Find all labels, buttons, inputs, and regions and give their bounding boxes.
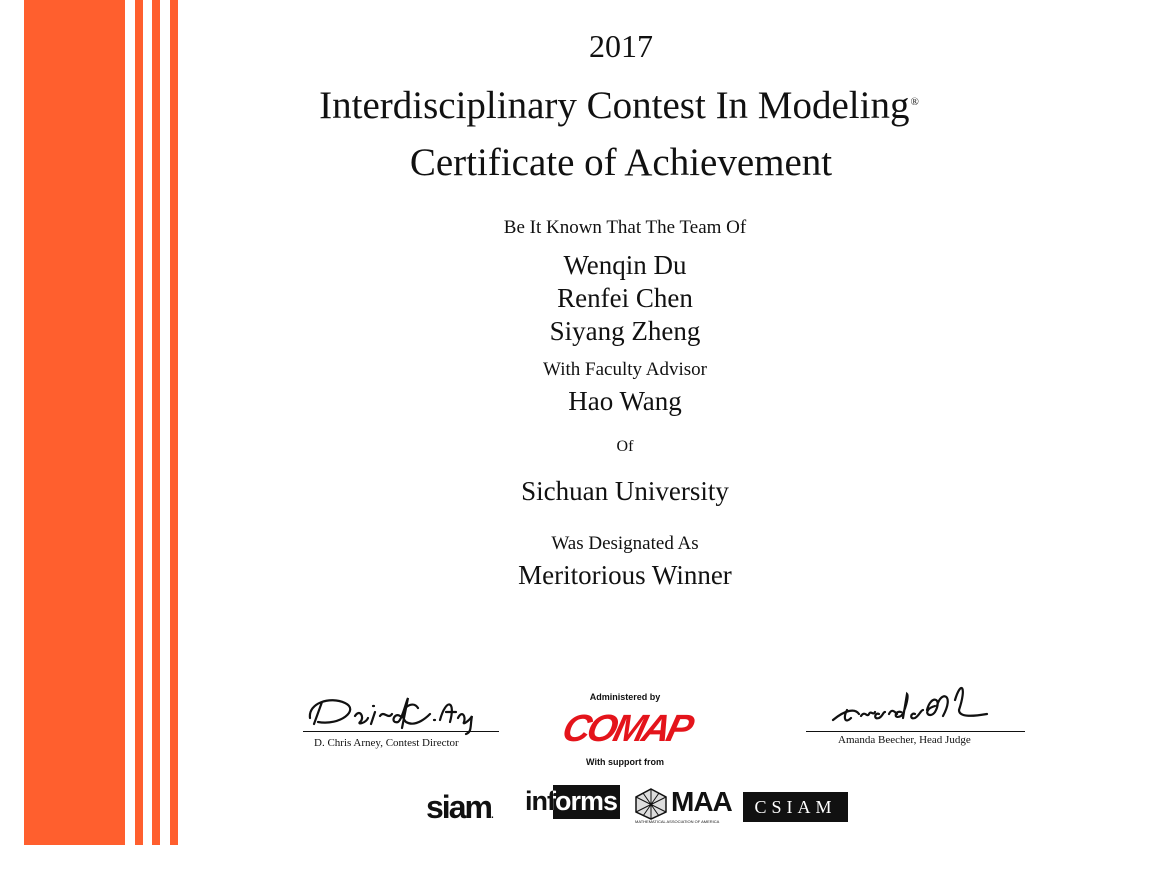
registered-mark: ® bbox=[910, 96, 919, 108]
decorative-stripe bbox=[170, 0, 178, 845]
maa-logo bbox=[633, 787, 733, 827]
team-intro: Be It Known That The Team Of bbox=[503, 217, 747, 238]
maa-polyhedron-icon bbox=[633, 787, 669, 821]
siam-logo: siam. bbox=[426, 789, 494, 825]
comap-logo bbox=[558, 703, 696, 753]
decorative-stripe bbox=[152, 0, 160, 845]
director-signature bbox=[300, 688, 500, 733]
team-member: Wenqin Du bbox=[563, 250, 687, 280]
administered-by-label: Administered by bbox=[589, 692, 661, 702]
team-member: Siyang Zheng bbox=[549, 316, 701, 346]
certificate-year: 2017 bbox=[589, 28, 653, 64]
faculty-advisor: Hao Wang bbox=[568, 386, 682, 416]
support-from-label: With support from bbox=[586, 757, 664, 767]
csiam-logo: CSIAM bbox=[743, 792, 848, 822]
director-caption: D. Chris Arney, Contest Director bbox=[314, 737, 459, 749]
svg-text:COMAP: COMAP bbox=[558, 707, 696, 750]
informs-logo: informs bbox=[525, 785, 620, 819]
advisor-intro: With Faculty Advisor bbox=[543, 359, 707, 380]
institution-name: Sichuan University bbox=[521, 476, 729, 506]
certificate-title: Certificate of Achievement bbox=[409, 141, 833, 184]
decorative-stripe-wide bbox=[24, 0, 125, 845]
decorative-stripe bbox=[135, 0, 143, 845]
team-member: Renfei Chen bbox=[557, 283, 693, 313]
contest-name: Interdisciplinary Contest In Modeling® bbox=[319, 84, 919, 127]
designation: Meritorious Winner bbox=[518, 560, 732, 590]
maa-logo-text: MAA bbox=[671, 786, 732, 817]
judge-signature bbox=[825, 680, 1005, 730]
judge-caption: Amanda Beecher, Head Judge bbox=[838, 734, 971, 746]
designation-intro: Was Designated As bbox=[551, 533, 699, 554]
signature-line bbox=[303, 731, 499, 732]
signature-line bbox=[806, 731, 1025, 732]
maa-logo-subtitle: MATHEMATICAL ASSOCIATION OF AMERICA bbox=[635, 819, 720, 824]
of-label: Of bbox=[616, 438, 634, 455]
